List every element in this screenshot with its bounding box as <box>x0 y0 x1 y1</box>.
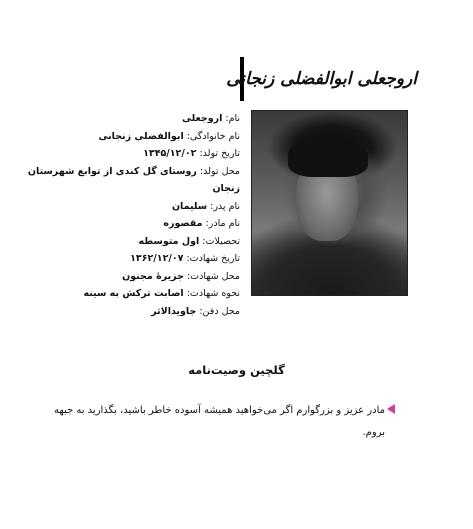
info-label: محل شهادت: <box>183 270 240 282</box>
info-value: اصابت ترکش به سینه <box>83 288 184 299</box>
info-value: زنجان <box>212 183 240 194</box>
info-value: ۱۳۴۵/۱۲/۰۲ <box>143 148 197 159</box>
info-row <box>212 182 240 196</box>
info-label: نام خانوادگی: <box>183 130 240 142</box>
info-row <box>151 305 240 319</box>
info-row <box>28 165 240 179</box>
info-value: ۱۳۶۲/۱۲/۰۷ <box>130 253 184 264</box>
info-row <box>98 130 240 144</box>
info-label: تاریخ تولد: <box>196 148 240 159</box>
info-row <box>172 200 240 214</box>
info-value: جزیرۀ مجنون <box>122 270 184 282</box>
info-row <box>143 147 240 161</box>
info-label: تاریخ شهادت: <box>183 253 240 264</box>
bullet-icon <box>387 404 395 414</box>
martyr-name-title: اروجعلی ابوالفضلی زنجانی <box>226 69 417 89</box>
info-value: مقصوره <box>163 218 203 229</box>
info-row <box>182 112 240 126</box>
info-row <box>84 287 240 301</box>
info-label: نام مادر: <box>202 218 240 229</box>
info-value: اول متوسطه <box>138 235 200 247</box>
will-text: مادر عزیز و بزرگوارم اگر می‌خواهید همیشه آسوده خاطر باشید، بگذارید به جبهه بروم. <box>53 405 385 438</box>
info-label: نام پدر: <box>207 200 240 212</box>
info-label: تحصیلات: <box>199 235 240 247</box>
info-label: محل دفن: <box>196 305 240 317</box>
info-value: روستای گل کندی از توابع شهرستان <box>27 165 197 177</box>
info-row <box>130 252 240 266</box>
info-row <box>122 270 240 284</box>
info-value: اروجعلی <box>182 113 223 124</box>
info-row <box>163 217 240 231</box>
portrait-photo <box>251 110 408 296</box>
info-value: سلیمان <box>171 200 208 212</box>
info-value: ابوالفضلی زنجانی <box>98 130 184 142</box>
info-label: محل تولد: <box>196 165 240 177</box>
info-value: جاویدالاثر <box>151 305 197 317</box>
info-label: نام: <box>222 113 240 124</box>
section-title: گلچین وصیت‌نامه <box>188 363 285 377</box>
info-row <box>138 235 240 249</box>
hair-shape <box>288 135 368 177</box>
info-label: نحوه شهادت: <box>183 288 240 299</box>
